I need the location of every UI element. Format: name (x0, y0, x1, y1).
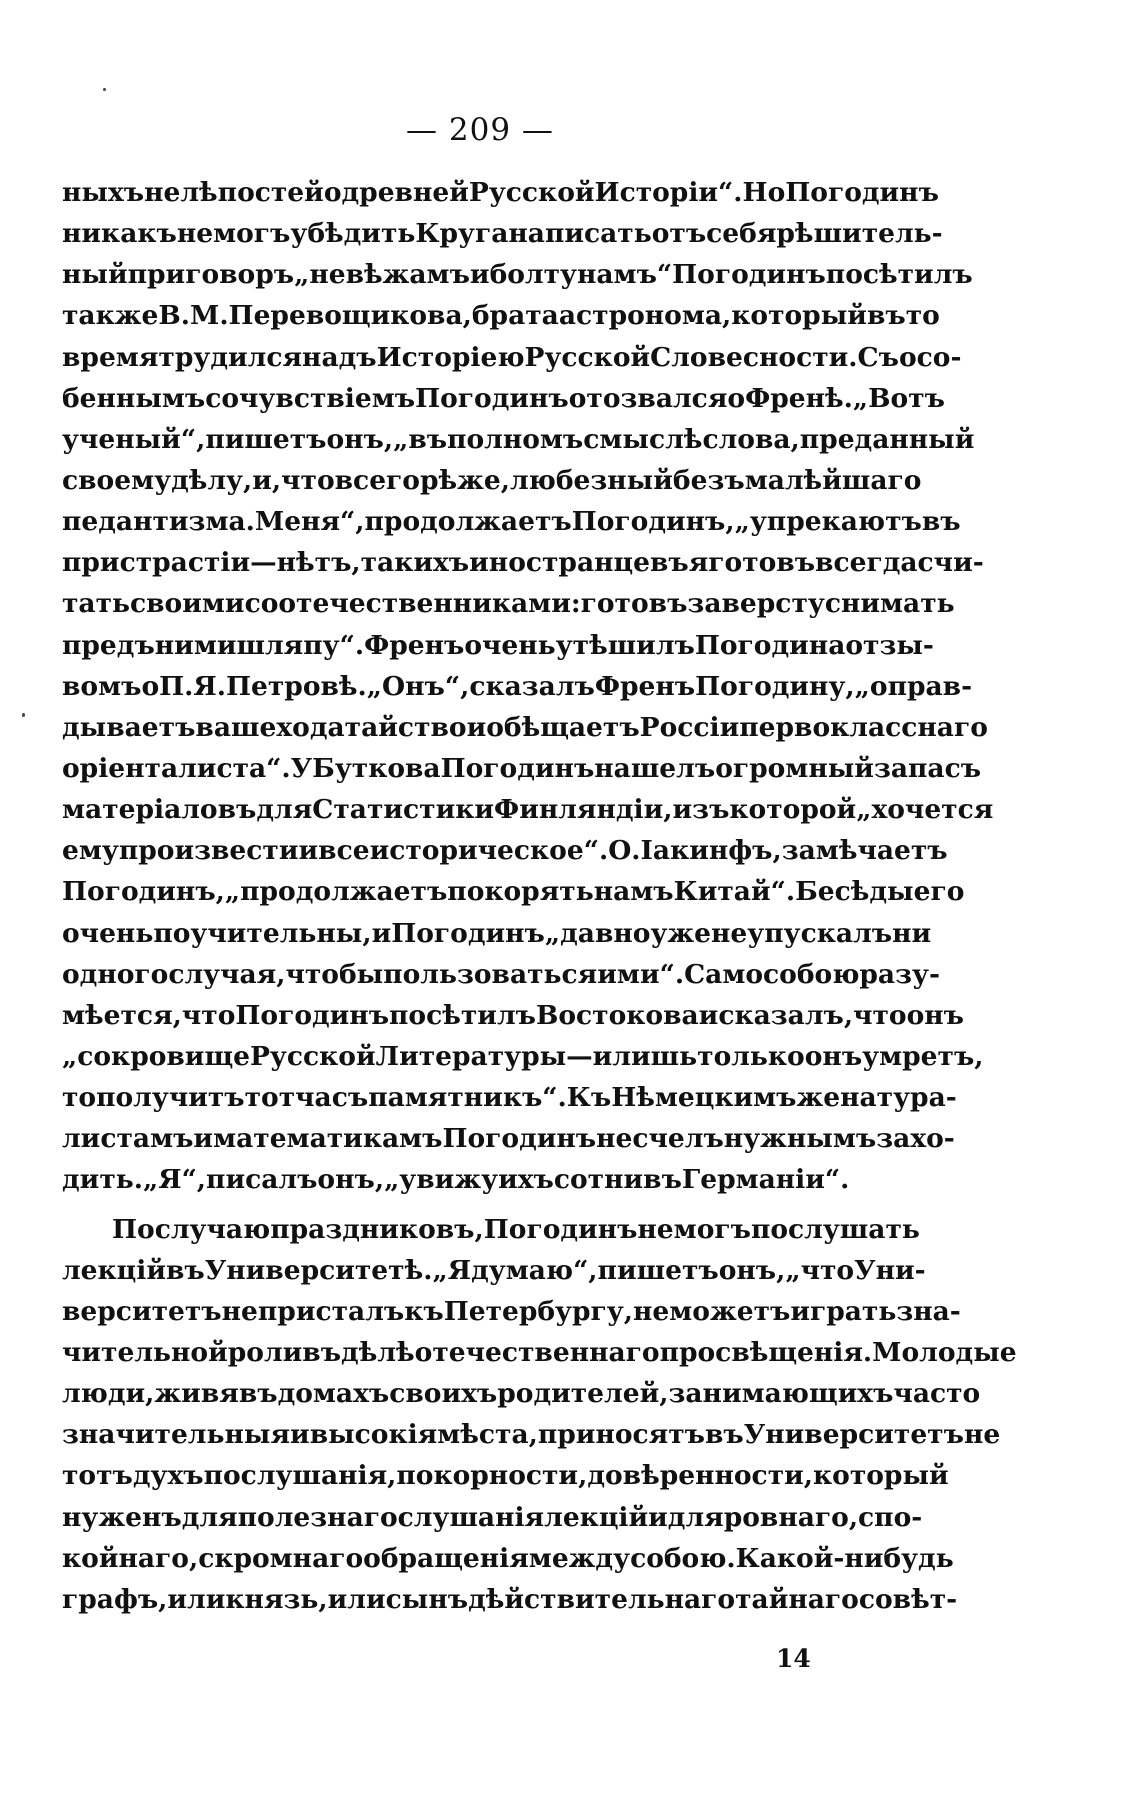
text-line: ученый“, пишетъ онъ, „въ полномъ смыслѣ слова, преданный (62, 423, 975, 455)
text-line: листамъ и математикамъ Погодинъ не счелъ нужнымъ захо- (62, 1123, 955, 1155)
text-line: очень поучительны, и Погодинъ „давно уже не упускалъ ни (62, 917, 932, 949)
text-line: вомъ о П. Я. Петровѣ. „Онъ“, сказалъ Френъ Погодину, „оправ- (62, 670, 973, 702)
text-line: ему произвести и все историческое“. О. Іакинфъ, замѣчаетъ (62, 835, 948, 867)
text-line: одного случая, чтобы пользоваться ими“. Само собою разу- (62, 958, 940, 990)
text-line: дить. „Я“, писалъ онъ, „увижу ихъ сотни въ Германіи“. (62, 1164, 850, 1196)
text-line: предъ ними шляпу“. Френъ очень утѣшилъ Погодина отзы- (62, 629, 934, 661)
text-line: дываетъ ваше ходатайство и обѣщаетъ Россіи первокласснаго (62, 711, 988, 743)
text-line: верситетъ не присталъ къ Петербургу, не можетъ играть зна- (62, 1295, 961, 1327)
text-line: то получитъ тотчасъ памятникъ“. Къ Нѣмецкимъ же натура- (62, 1082, 957, 1114)
text-line: оріенталиста“. У Буткова Погодинъ нашелъ огромный запасъ (62, 752, 982, 784)
page-number: — 209 — (406, 112, 554, 148)
text-line: тотъ духъ послушанія, покорности, довѣренности, который (62, 1460, 949, 1492)
paragraph-1 (62, 177, 994, 1209)
speck-mark (103, 88, 106, 91)
text-line: тать своими соотечественниками: готовъ за версту снимать (62, 588, 955, 620)
text-line: люди, живя въ домахъ своихъ родителей, занимающихъ часто (62, 1378, 981, 1410)
text-line: ныхъ нелѣпостей о древней Русской Исторіи“. Но Погодинъ (62, 177, 939, 208)
text-line: пристрастіи—нѣтъ, такихъ иностранцевъ я готовъ всегда счи- (62, 547, 984, 579)
speck-mark (22, 713, 25, 717)
text-line: ный приговоръ „невѣжамъ и болтунамъ“ Погодинъ посѣтилъ (62, 259, 973, 291)
text-line: педантизма. Меня“, продолжаетъ Погодинъ, „упрекаютъ въ (62, 506, 961, 538)
text-line: беннымъ сочувствіемъ Погодинъ отозвался о Френѣ. „Вотъ (62, 382, 945, 414)
text-line: графъ, или князь, или сынъ дѣйствительнаго тайнаго совѣт- (62, 1583, 958, 1615)
text-line: Погодинъ, „продолжаетъ покорять намъ Китай“. Бесѣды его (62, 876, 965, 908)
signature-mark: 14 (776, 1644, 811, 1673)
text-line: матеріаловъ для Статистики Финляндіи, изъ которой „хочется (62, 794, 994, 826)
text-line: нуженъ для полезнаго слушанія лекцій и для ровнаго, спо- (62, 1501, 923, 1533)
text-line: значительныя и высокія мѣста, приносятъ въ Университетъ не (62, 1419, 1001, 1451)
text-line: мѣется, что Погодинъ посѣтилъ Востокова и сказалъ, что онъ (62, 999, 964, 1031)
text-line: „сокровище Русской Литературы—и лишь только онъ умретъ, (62, 1040, 984, 1072)
text-line: По случаю праздниковъ, Погодинъ не могъ послушать (112, 1213, 920, 1245)
text-line: чительной роли въ дѣлѣ отечественнаго просвѣщенія. Молодые (62, 1336, 1017, 1368)
text-line: своему дѣлу, и, что всего рѣже, любезный безъ малѣйшаго (62, 464, 922, 496)
text-line: также В. М. Перевощикова, брата астронома, который въ то (62, 300, 940, 332)
text-line: лекцій въ Университетѣ. „Я думаю“, пишетъ онъ, „что Уни- (62, 1254, 926, 1286)
text-line: койнаго, скромнаго обращенія между собою. Какой-нибудь (62, 1542, 954, 1574)
paragraph-2 (62, 1213, 1017, 1628)
body-text (62, 177, 1017, 1628)
text-line: никакъ не могъ убѣдить Круга написать отъ себя рѣшитель- (62, 218, 943, 250)
text-line: время трудился надъ Исторіею Русской Словесности. Съ осо- (62, 341, 962, 373)
